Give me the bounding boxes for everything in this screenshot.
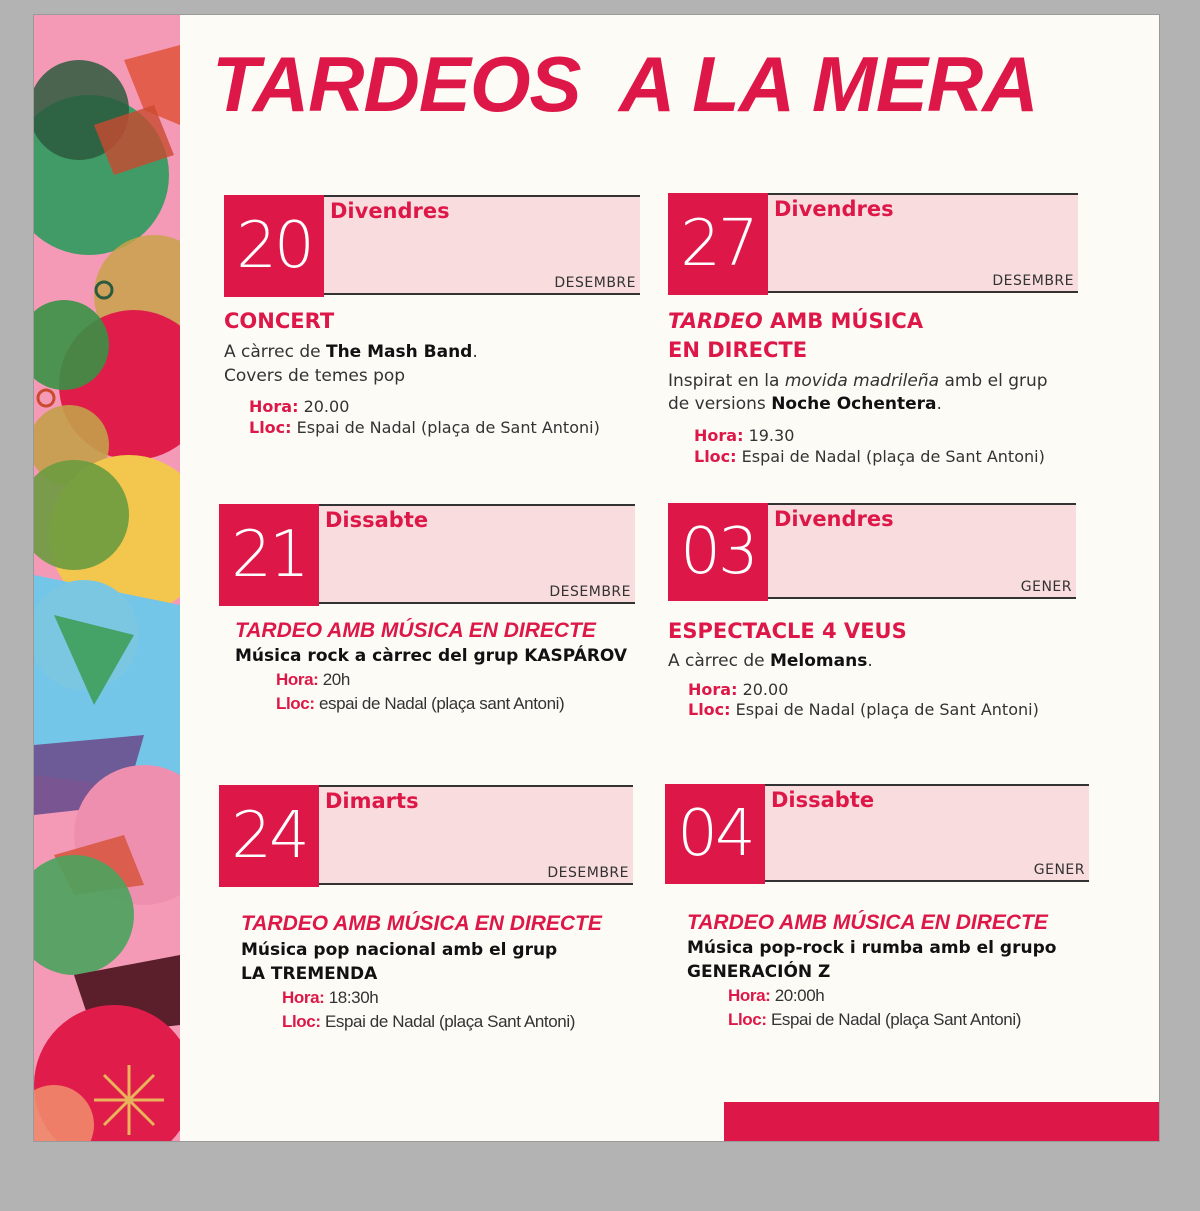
weekday: Divendres (330, 199, 450, 223)
weekday: Dissabte (771, 788, 875, 812)
month: DESEMBRE (547, 865, 629, 881)
date-header (665, 784, 1089, 882)
day-number: 03 (680, 515, 756, 589)
event-card (668, 503, 1076, 723)
place-value: Espai de Nadal (plaça de Sant Antoni) (735, 700, 1039, 719)
date-header (219, 785, 633, 885)
date-header (224, 195, 640, 295)
christmas-ornament-decoration (34, 15, 180, 1142)
event-card (668, 193, 1078, 483)
event-description: Covers de temes pop (224, 366, 406, 386)
time-value: 20.00 (742, 680, 789, 699)
event-title: TARDEO AMB MÚSICA (668, 309, 924, 333)
time-value: 19.30 (748, 426, 795, 445)
time-value: 20:00h (774, 986, 825, 1005)
date-box (668, 503, 768, 601)
poster-title: TARDEOS A LA MERA (212, 40, 1038, 128)
time-label: Hora: (728, 986, 771, 1005)
time-label: Hora: (282, 988, 325, 1007)
time-label: Hora: (688, 680, 738, 699)
event-place (728, 1009, 1021, 1030)
date-box (668, 193, 768, 295)
place-value: espai de Nadal (plaça sant Antoni) (318, 694, 565, 713)
date-header (668, 193, 1078, 293)
place-label: Lloc: (728, 1010, 767, 1029)
event-card (224, 195, 640, 455)
event-title: CONCERT (224, 309, 335, 333)
poster (33, 14, 1160, 1142)
weekday: Dissabte (325, 508, 429, 532)
day-number: 20 (236, 209, 312, 283)
weekday: Divendres (774, 197, 894, 221)
day-number: 04 (677, 797, 753, 871)
place-value: Espai de Nadal (plaça Sant Antoni) (770, 1010, 1022, 1029)
event-time (249, 396, 349, 417)
event-place (694, 446, 1045, 467)
date-header (219, 504, 635, 604)
day-number: 21 (231, 518, 307, 592)
day-number: 24 (231, 799, 307, 873)
month: GENER (1020, 579, 1072, 595)
event-title: TARDEO AMB MÚSICA EN DIRECTE (235, 619, 596, 642)
event-place (249, 417, 600, 438)
event-card (219, 504, 635, 724)
event-title: TARDEO AMB MÚSICA EN DIRECTE (241, 912, 602, 935)
place-label: Lloc: (688, 700, 731, 719)
time-label: Hora: (276, 670, 319, 689)
month: DESEMBRE (549, 584, 631, 600)
event-description: Inspirat en la movida madrileña amb el grup (668, 371, 1048, 391)
event-place (688, 699, 1039, 720)
event-description: Música pop nacional amb el grup (241, 940, 558, 960)
place-value: Espai de Nadal (plaça Sant Antoni) (324, 1012, 576, 1031)
event-description: Música pop-rock i rumba amb el grupo (687, 938, 1057, 958)
event-card (665, 784, 1089, 1044)
event-description: A càrrec de The Mash Band. (224, 342, 478, 362)
event-card (219, 785, 633, 1045)
event-time (694, 425, 794, 446)
bottom-accent-bar (724, 1102, 1160, 1142)
performer-name: Noche Ochentera (771, 394, 937, 414)
event-place (276, 693, 564, 714)
month: DESEMBRE (554, 275, 636, 291)
performer-name: The Mash Band (325, 342, 473, 362)
day-number: 27 (680, 207, 756, 281)
event-description: de versions Noche Ochentera. (668, 394, 942, 414)
date-header (668, 503, 1076, 599)
event-place (282, 1011, 575, 1032)
event-time (728, 985, 824, 1006)
event-time (688, 679, 788, 700)
event-description: GENERACIÓN Z (687, 962, 831, 982)
weekday: Divendres (774, 507, 894, 531)
weekday: Dimarts (325, 789, 419, 813)
place-label: Lloc: (249, 418, 292, 437)
place-value: Espai de Nadal (plaça de Sant Antoni) (296, 418, 600, 437)
event-title: TARDEO AMB MÚSICA EN DIRECTE (687, 911, 1048, 934)
place-label: Lloc: (694, 447, 737, 466)
event-description: A càrrec de Melomans. (668, 651, 873, 671)
place-label: Lloc: (282, 1012, 321, 1031)
month: GENER (1033, 862, 1085, 878)
place-value: Espai de Nadal (plaça de Sant Antoni) (741, 447, 1045, 466)
event-description: LA TREMENDA (241, 964, 378, 984)
event-description: Música rock a càrrec del grup KASPÁROV (235, 646, 628, 666)
event-time (276, 669, 350, 690)
time-label: Hora: (694, 426, 744, 445)
date-box (219, 785, 319, 887)
time-value: 20.00 (303, 397, 350, 416)
time-value: 18:30h (328, 988, 379, 1007)
date-box (224, 195, 324, 297)
event-title: ESPECTACLE 4 VEUS (668, 619, 907, 643)
date-box (665, 784, 765, 884)
date-box (219, 504, 319, 606)
event-time (282, 987, 378, 1008)
event-title: EN DIRECTE (668, 338, 808, 362)
place-label: Lloc: (276, 694, 315, 713)
month: DESEMBRE (992, 273, 1074, 289)
time-label: Hora: (249, 397, 299, 416)
performer-name: Melomans (769, 651, 868, 671)
time-value: 20h (322, 670, 350, 689)
